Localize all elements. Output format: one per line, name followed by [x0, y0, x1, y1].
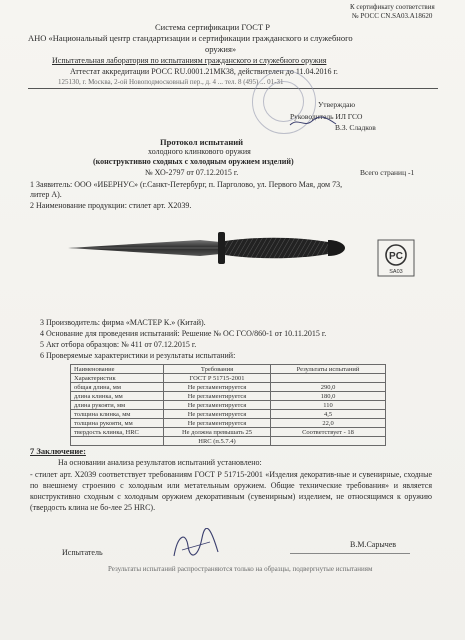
table-cell: общая длина, мм — [71, 383, 164, 392]
manufacturer: 3 Производитель: фирма «МАСТЕР К.» (Китай). — [40, 318, 206, 327]
table-header-cell: ГОСТ Р 51715-2001 — [164, 374, 271, 383]
applicant: 1 Заявитель: ООО «ИБЕРНУС» (г.Санкт-Петербург, п. Парголово, ул. Первого Мая, дом 73, — [30, 180, 343, 189]
pct-code: SA03 — [389, 269, 403, 275]
table-cell: Не регламентируется — [164, 419, 271, 428]
conclusion-heading: 7 Заключение: — [30, 446, 86, 456]
cert-number: № РОСС CN.SA03.A18620 — [352, 12, 433, 20]
table-cell: HRC (п.5.7.4) — [164, 437, 271, 446]
org-name-line2: оружия» — [205, 44, 237, 54]
table-cell: 290,0 — [271, 383, 386, 392]
protocol-number: № ХО-2797 от 07.12.2015 г. — [145, 168, 239, 177]
table-cell: толщина рукояти, мм — [71, 419, 164, 428]
table-header-row — [71, 374, 386, 383]
pct-label: PC — [389, 251, 403, 262]
table-cell: 4,5 — [271, 410, 386, 419]
table-cell: Не должна превышать 25 — [164, 428, 271, 437]
page-count: Всего страниц -1 — [360, 168, 415, 177]
table-cell: длина рукояти, мм — [71, 401, 164, 410]
results-table — [70, 364, 386, 446]
conclusion-text: - стилет арт. X2039 соответствует требованиям ГОСТ Р 51715-2001 «Изделия декоратив-ные и сувенирные, сходные по внешнему строению с холодным или метательным оружием. Общие технические требования» и является конструктивно сходным с холодным оружием декоративным (сувенирным) изделием, не относящимся к оружию (твердость клина не бо-лее 25 HRC). — [30, 470, 432, 512]
table-header-cell: Результаты испытаний — [271, 365, 386, 374]
applicant-cont: литер А). — [30, 190, 62, 199]
accreditation: Аттестат аккредитации РОСС RU.0001.21МК38, действителен до 11.04.2016 г. — [70, 67, 338, 76]
approver-signature — [288, 115, 338, 129]
table-header-cell: Требования — [164, 365, 271, 374]
org-name-line1: АНО «Национальный центр стандартизации и сертификации гражданского и служебного — [28, 33, 353, 43]
table-cell: 110 — [271, 401, 386, 410]
table-header-cell — [271, 374, 386, 383]
table-cell: твердость клинка, HRC — [71, 428, 164, 437]
protocol-title: Протокол испытаний — [160, 137, 244, 147]
table-cell: 180,0 — [271, 392, 386, 401]
approver-name: В.З. Сладков — [335, 123, 376, 132]
tester-role: Испытатель — [62, 548, 103, 557]
test-basis: 4 Основание для проведения испытаний: Решение № ОС ГСО/860-1 от 10.11.2015 г. — [40, 329, 327, 338]
table-row — [71, 401, 386, 410]
table-header-cell: Наименование — [71, 365, 164, 374]
product-name: 2 Наименование продукции: стилет арт. X2039. — [30, 201, 192, 210]
signature-line — [290, 553, 410, 554]
table-header-cell: Характеристик — [71, 374, 164, 383]
table-cell: Не регламентируется — [164, 392, 271, 401]
conclusion-intro: На основании анализа результатов испытаний установлено: — [58, 458, 262, 467]
lab-name: Испытательная лаборатория по испытаниям гражданского и служебного оружия — [52, 56, 327, 65]
table-cell — [271, 437, 386, 446]
table-row — [71, 410, 386, 419]
approve-label: Утверждаю — [318, 100, 356, 109]
tester-signature — [168, 528, 224, 562]
checked-characteristics: 6 Проверяемые характеристики и результаты испытаний: — [40, 351, 236, 360]
table-cell: Не регламентируется — [164, 410, 271, 419]
table-row — [71, 392, 386, 401]
protocol-subtitle-2: (конструктивно сходных с холодным оружием изделий) — [93, 157, 294, 166]
table-row — [71, 428, 386, 437]
table-cell: Не регламентируется — [164, 383, 271, 392]
table-cell: Не регламентируется — [164, 401, 271, 410]
table-cell: 22,0 — [271, 419, 386, 428]
table-cell: длина клинка, мм — [71, 392, 164, 401]
stiletto-image — [60, 212, 370, 282]
table-row — [71, 437, 386, 446]
tester-name: В.М.Сарычев — [350, 540, 397, 549]
sampling-act: 5 Акт отбора образцов: № 411 от 07.12.2015 г. — [40, 340, 197, 349]
system-title: Система сертификации ГОСТ Р — [155, 22, 271, 32]
table-header-row — [71, 365, 386, 374]
table-cell — [71, 437, 164, 446]
table-row — [71, 419, 386, 428]
footer-note: Результаты испытаний распространяются только на образцы, подвергнутые испытаниям — [108, 565, 373, 573]
table-cell: Соответствует - 18 — [271, 428, 386, 437]
pct-conformity-mark — [377, 239, 415, 277]
protocol-subtitle: холодного клинкового оружия — [148, 147, 251, 156]
header-divider — [28, 88, 438, 89]
approver-title: Руководитель ИЛ ГСО — [290, 112, 363, 121]
table-row — [71, 383, 386, 392]
cert-reference: К сертификату соответствия — [350, 3, 435, 11]
lab-address: 125130, г. Москва, 2-ой Новоподмосковный пер., д. 4 ... тел. 8 (495) ... 01-31 — [58, 78, 284, 86]
table-cell: толщина клинка, мм — [71, 410, 164, 419]
